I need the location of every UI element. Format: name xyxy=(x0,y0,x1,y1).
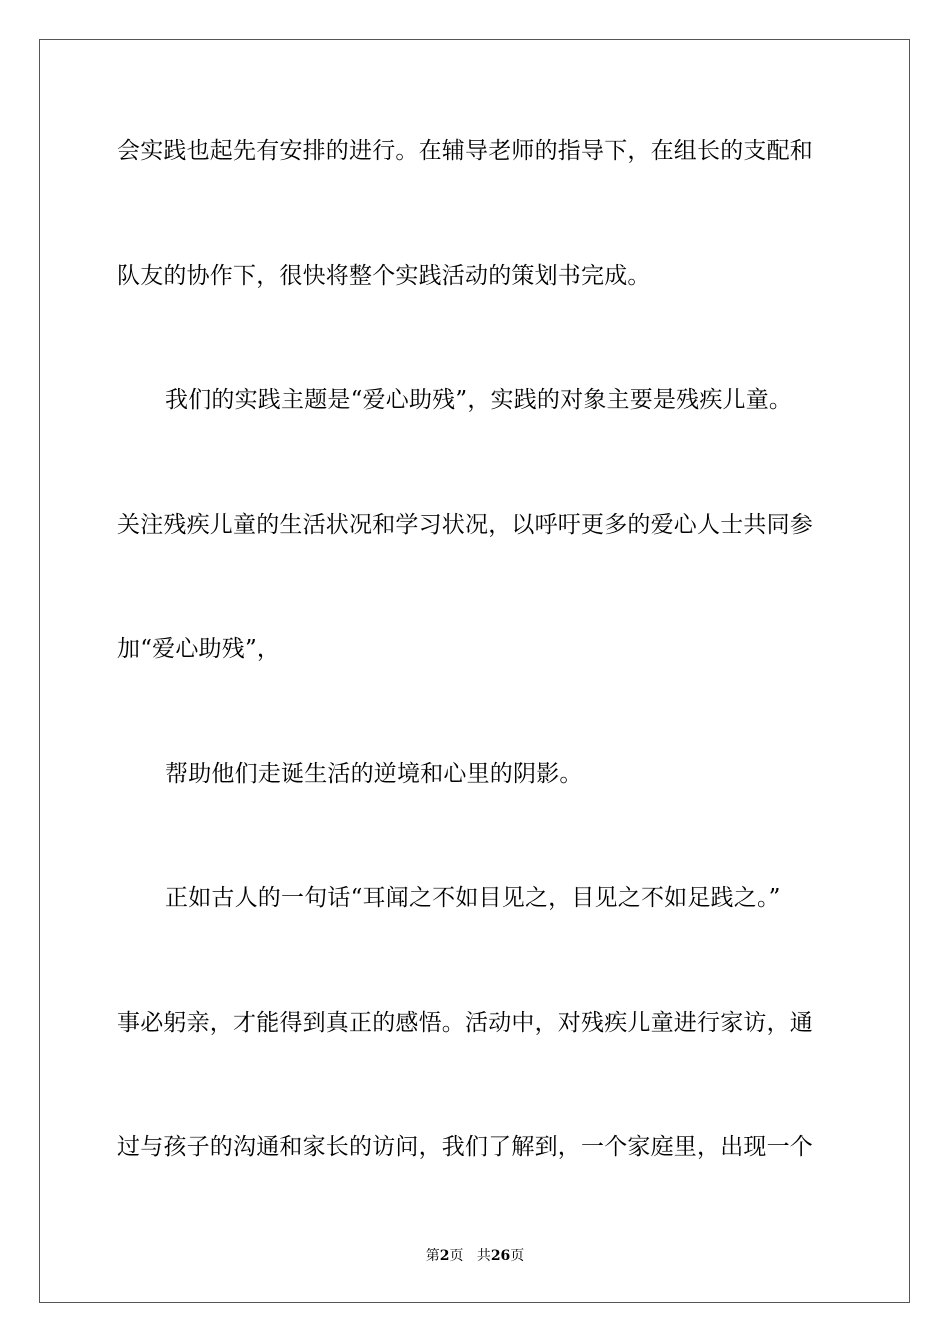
page-border xyxy=(39,39,910,1303)
body-line-5: 加“爱心助残”， xyxy=(117,636,281,662)
body-line-2: 队友的协作下，很快将整个实践活动的策划书完成。 xyxy=(117,263,651,289)
page-number: 2 xyxy=(439,1248,450,1264)
total-prefix: 共 xyxy=(476,1248,491,1264)
body-line-4: 关注残疾儿童的生活状况和学习状况，以呼吁更多的爱心人士共同参 xyxy=(117,512,813,538)
body-line-9: 过与孩子的沟通和家长的访问，我们了解到，一个家庭里，出现一个 xyxy=(117,1134,813,1160)
total-pages: 26 xyxy=(490,1248,511,1264)
body-line-7: 正如古人的一句话“耳闻之不如目见之，目见之不如足践之。” xyxy=(165,885,781,911)
page-suffix: 页 xyxy=(449,1248,464,1264)
body-line-8: 事必躬亲，才能得到真正的感悟。活动中，对残疾儿童进行家访，通 xyxy=(117,1010,813,1036)
body-line-3: 我们的实践主题是“爱心助残”，实践的对象主要是残疾儿童。 xyxy=(165,387,793,413)
page-footer xyxy=(0,1247,950,1265)
body-line-6: 帮助他们走诞生活的逆境和心里的阴影。 xyxy=(165,761,583,787)
body-line-1: 会实践也起先有安排的进行。在辅导老师的指导下，在组长的支配和 xyxy=(117,138,813,164)
total-suffix: 页 xyxy=(510,1248,525,1264)
page-prefix: 第 xyxy=(425,1248,440,1264)
